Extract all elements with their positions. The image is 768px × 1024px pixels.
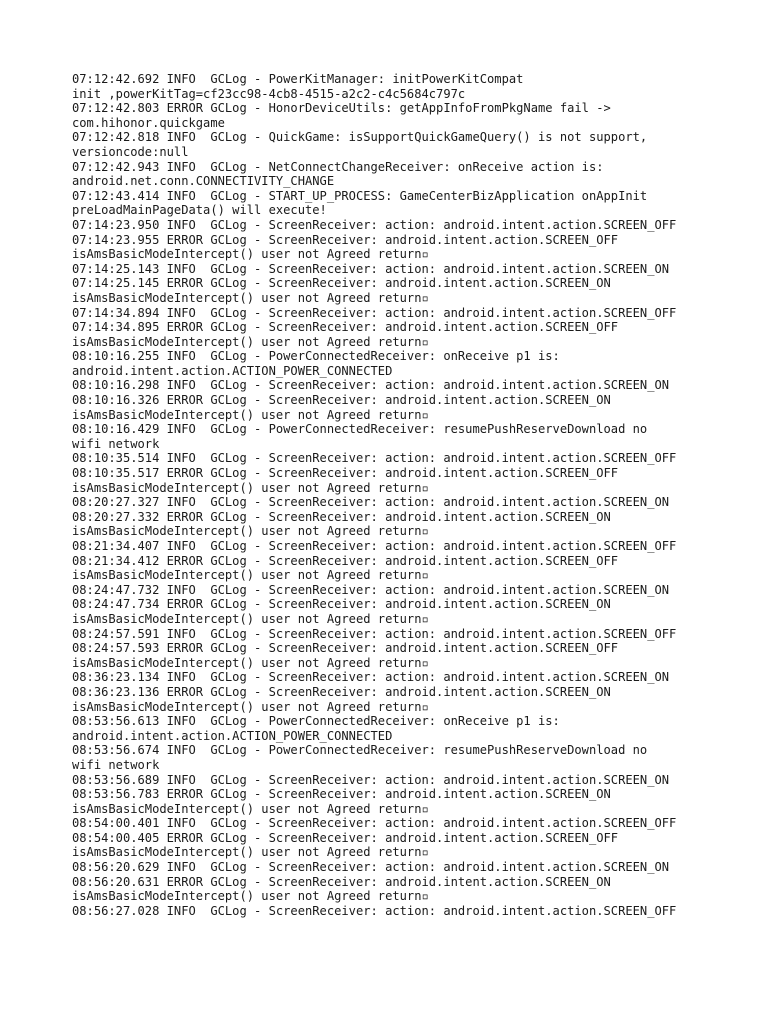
log-line: 08:56:20.629 INFO GCLog - ScreenReceiver: action: android.intent.action.SCREEN_ON	[72, 860, 670, 875]
log-line: isAmsBasicModeIntercept() user not Agreed return▫	[72, 655, 429, 670]
log-line: 08:56:20.631 ERROR GCLog - ScreenReceiver: android.intent.action.SCREEN_ON	[72, 874, 611, 889]
log-line: 08:10:16.326 ERROR GCLog - ScreenReceiver: android.intent.action.SCREEN_ON	[72, 393, 611, 408]
log-line: isAmsBasicModeIntercept() user not Agreed return▫	[72, 480, 429, 495]
log-line: isAmsBasicModeIntercept() user not Agreed return▫	[72, 889, 429, 904]
log-line: 08:24:47.734 ERROR GCLog - ScreenReceiver: android.intent.action.SCREEN_ON	[72, 597, 611, 612]
log-line: 08:20:27.332 ERROR GCLog - ScreenReceiver: android.intent.action.SCREEN_ON	[72, 509, 611, 524]
log-line: isAmsBasicModeIntercept() user not Agreed return▫	[72, 247, 429, 262]
log-line: 07:14:25.143 INFO GCLog - ScreenReceiver: action: android.intent.action.SCREEN_ON	[72, 261, 670, 276]
log-line: 08:21:34.412 ERROR GCLog - ScreenReceiver: android.intent.action.SCREEN_OFF	[72, 553, 619, 568]
log-line: isAmsBasicModeIntercept() user not Agreed return▫	[72, 524, 429, 539]
log-line: 08:21:34.407 INFO GCLog - ScreenReceiver: action: android.intent.action.SCREEN_OFF	[72, 539, 677, 553]
log-line: wifi network	[72, 436, 160, 451]
log-line: 07:14:23.950 INFO GCLog - ScreenReceiver: action: android.intent.action.SCREEN_OFF	[72, 217, 677, 232]
log-line: 08:54:00.405 ERROR GCLog - ScreenReceiver: android.intent.action.SCREEN_OFF	[72, 830, 619, 845]
log-line: 08:24:47.732 INFO GCLog - ScreenReceiver: action: android.intent.action.SCREEN_ON	[72, 582, 670, 597]
log-line: 08:20:27.327 INFO GCLog - ScreenReceiver: action: android.intent.action.SCREEN_ON	[72, 495, 670, 510]
log-line: isAmsBasicModeIntercept() user not Agreed return▫	[72, 290, 429, 305]
log-line: 07:14:25.145 ERROR GCLog - ScreenReceiver: android.intent.action.SCREEN_ON	[72, 276, 611, 291]
log-line: 07:14:23.955 ERROR GCLog - ScreenReceiver: android.intent.action.SCREEN_OFF	[72, 232, 619, 247]
log-line: 07:12:42.803 ERROR GCLog - HonorDeviceUtils: getAppInfoFromPkgName fail ->	[72, 101, 611, 116]
log-line: isAmsBasicModeIntercept() user not Agreed return▫	[72, 699, 429, 714]
log-line: 08:53:56.674 INFO GCLog - PowerConnectedReceiver: resumePushReserveDownload no	[72, 743, 648, 758]
log-line: 08:10:16.298 INFO GCLog - ScreenReceiver: action: android.intent.action.SCREEN_ON	[72, 378, 670, 393]
log-line: android.intent.action.ACTION_POWER_CONNECTED	[72, 728, 393, 743]
log-line: 08:36:23.136 ERROR GCLog - ScreenReceiver: android.intent.action.SCREEN_ON	[72, 684, 611, 699]
log-line: 08:10:16.429 INFO GCLog - PowerConnectedReceiver: resumePushReserveDownload no	[72, 422, 648, 437]
log-line: android.intent.action.ACTION_POWER_CONNECTED	[72, 363, 393, 378]
log-line: 07:12:42.943 INFO GCLog - NetConnectChangeReceiver: onReceive action is:	[72, 159, 604, 174]
log-line: 07:12:42.692 INFO GCLog - PowerKitManager: initPowerKitCompat	[72, 72, 524, 86]
log-line: preLoadMainPageData() will execute!	[72, 203, 327, 218]
log-line: isAmsBasicModeIntercept() user not Agreed return▫	[72, 407, 429, 422]
log-line: android.net.conn.CONNECTIVITY_CHANGE	[72, 174, 335, 189]
log-line: isAmsBasicModeIntercept() user not Agreed return▫	[72, 845, 429, 860]
log-line: 08:53:56.689 INFO GCLog - ScreenReceiver: action: android.intent.action.SCREEN_ON	[72, 772, 670, 787]
log-line: 08:54:00.401 INFO GCLog - ScreenReceiver: action: android.intent.action.SCREEN_OFF	[72, 816, 677, 831]
log-line: com.hihonor.quickgame	[72, 115, 225, 130]
log-line: 08:53:56.613 INFO GCLog - PowerConnectedReceiver: onReceive p1 is:	[72, 714, 560, 729]
log-document	[72, 72, 712, 918]
log-line: 07:12:42.818 INFO GCLog - QuickGame: isSupportQuickGameQuery() is not support,	[72, 130, 648, 145]
log-line: init ,powerKitTag=cf23cc98-4cb8-4515-a2c2-c4c5684c797c	[72, 86, 466, 101]
log-line: 07:12:43.414 INFO GCLog - START_UP_PROCESS: GameCenterBizApplication onAppInit	[72, 188, 648, 203]
log-line: 08:10:35.514 INFO GCLog - ScreenReceiver: action: android.intent.action.SCREEN_OFF	[72, 451, 677, 466]
log-line: 08:24:57.591 INFO GCLog - ScreenReceiver: action: android.intent.action.SCREEN_OFF	[72, 626, 677, 641]
log-line: 08:10:35.517 ERROR GCLog - ScreenReceiver: android.intent.action.SCREEN_OFF	[72, 466, 619, 481]
log-line: 08:24:57.593 ERROR GCLog - ScreenReceiver: android.intent.action.SCREEN_OFF	[72, 641, 619, 656]
log-line: versioncode:null	[72, 144, 189, 159]
log-line: isAmsBasicModeIntercept() user not Agreed return▫	[72, 611, 429, 626]
log-line: isAmsBasicModeIntercept() user not Agreed return▫	[72, 334, 429, 349]
log-line: 08:36:23.134 INFO GCLog - ScreenReceiver: action: android.intent.action.SCREEN_ON	[72, 670, 670, 685]
log-line: isAmsBasicModeIntercept() user not Agreed return▫	[72, 801, 429, 816]
log-line: 07:14:34.895 ERROR GCLog - ScreenReceiver: android.intent.action.SCREEN_OFF	[72, 320, 619, 335]
log-line: 08:53:56.783 ERROR GCLog - ScreenReceiver: android.intent.action.SCREEN_ON	[72, 787, 611, 802]
log-line: 08:56:27.028 INFO GCLog - ScreenReceiver: action: android.intent.action.SCREEN_OFF	[72, 903, 677, 918]
log-line: 07:14:34.894 INFO GCLog - ScreenReceiver: action: android.intent.action.SCREEN_OFF	[72, 305, 677, 320]
log-line: isAmsBasicModeIntercept() user not Agreed return▫	[72, 568, 429, 583]
log-line: wifi network	[72, 757, 160, 772]
log-line: 08:10:16.255 INFO GCLog - PowerConnectedReceiver: onReceive p1 is:	[72, 349, 560, 364]
